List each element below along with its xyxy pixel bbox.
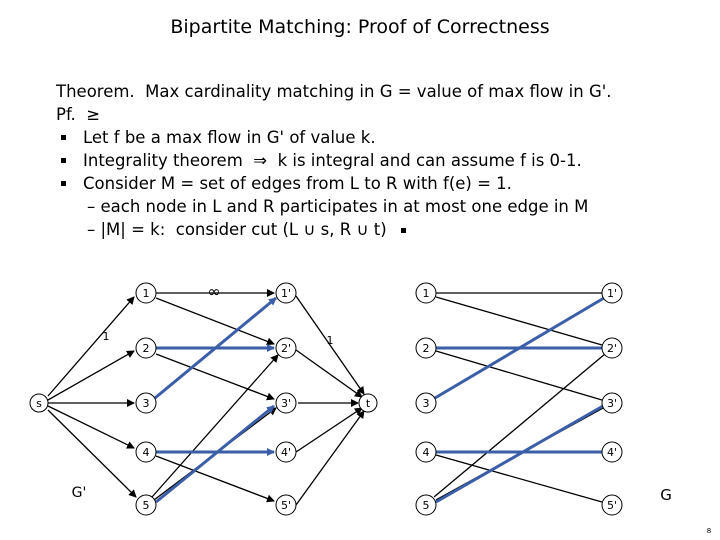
proof-bullet: Let f be a max flow in G' of value k. [56, 126, 612, 149]
edge-s-4 [48, 406, 134, 448]
flow-right-node [276, 495, 296, 515]
flow-left-node [136, 495, 156, 515]
svg-text:s: s [36, 397, 42, 410]
svg-text:1: 1 [422, 287, 430, 300]
edge-s-2 [48, 351, 134, 400]
edge-1-2p [436, 297, 602, 345]
edge-4-5p [436, 455, 602, 502]
proof-sub-text: – |M| = k: consider cut (L ∪ s, R ∪ t) [87, 220, 387, 239]
svg-text:2: 2 [142, 342, 150, 355]
proof-sub-item: – each node in L and R participates in at most one edge in M [87, 197, 589, 216]
svg-text:3: 3 [422, 397, 430, 410]
bip-right-node [602, 393, 622, 413]
flow-graph-label: G' [71, 485, 87, 501]
svg-text:3: 3 [142, 397, 150, 410]
bipartite-graph [416, 283, 672, 515]
svg-text:4': 4' [606, 446, 618, 459]
bip-left-node [416, 495, 436, 515]
matched-edge-5-3p [436, 406, 603, 502]
proof-bullet: Consider M = set of edges from L to R with f(e) = 1. [56, 172, 612, 195]
theorem-line: Theorem. Max cardinality matching in G = value of max flow in G'. [56, 82, 612, 101]
svg-text:3': 3' [606, 397, 618, 410]
capacity-source-label: 1 [102, 330, 110, 343]
bip-graph-label: G [660, 486, 672, 504]
bip-right-node [602, 442, 622, 462]
flow-network [30, 282, 377, 515]
flow-right-node [276, 442, 296, 462]
node-s [30, 394, 48, 412]
svg-text:4': 4' [280, 446, 292, 459]
edge-2-3p [156, 354, 274, 399]
bip-right-node [602, 338, 622, 358]
edge-1-2p [156, 298, 274, 344]
bip-left-node [416, 338, 436, 358]
flow-right-node [276, 338, 296, 358]
svg-text:4: 4 [142, 446, 150, 459]
svg-text:1': 1' [606, 287, 618, 300]
svg-text:3': 3' [280, 397, 292, 410]
svg-text:1: 1 [142, 287, 150, 300]
edge-4-5p [156, 456, 274, 501]
page-number: 8 [706, 527, 712, 535]
proof-bullet: Integrality theorem ⇒ k is integral and can assume f is 0-1. [56, 149, 612, 172]
bip-right-node [602, 283, 622, 303]
flow-left-node [136, 283, 156, 303]
edge-s-5 [48, 410, 136, 497]
svg-text:5': 5' [280, 499, 292, 512]
node-t [359, 394, 377, 412]
slide-title: Bipartite Matching: Proof of Correctness [170, 16, 550, 38]
matched-edge-5-3p [156, 406, 274, 502]
svg-text:5': 5' [606, 499, 618, 512]
bip-left-node [416, 442, 436, 462]
bip-left-node [416, 283, 436, 303]
capacity-infinity-label: ∞ [207, 282, 221, 301]
flow-left-node [136, 442, 156, 462]
flow-right-node [276, 393, 296, 413]
svg-text:2: 2 [422, 342, 430, 355]
edge-2p-t [296, 350, 362, 397]
svg-text:1': 1' [280, 287, 292, 300]
edge-s-1 [48, 297, 134, 396]
flow-right-node [276, 283, 296, 303]
svg-text:5: 5 [422, 499, 430, 512]
edge-5p-t [296, 411, 364, 505]
svg-text:2': 2' [280, 342, 292, 355]
flow-left-node [136, 338, 156, 358]
capacity-sink-label: 1 [326, 334, 334, 347]
svg-text:2': 2' [606, 342, 618, 355]
edge-4p-t [296, 408, 362, 452]
flow-left-node [136, 393, 156, 413]
svg-text:4: 4 [422, 446, 430, 459]
bip-left-node [416, 393, 436, 413]
pf-line: Pf. ≥ [56, 105, 101, 124]
svg-text:5: 5 [142, 499, 150, 512]
bip-right-node [602, 495, 622, 515]
svg-text:t: t [365, 397, 371, 410]
edge-2-3p [436, 351, 602, 400]
